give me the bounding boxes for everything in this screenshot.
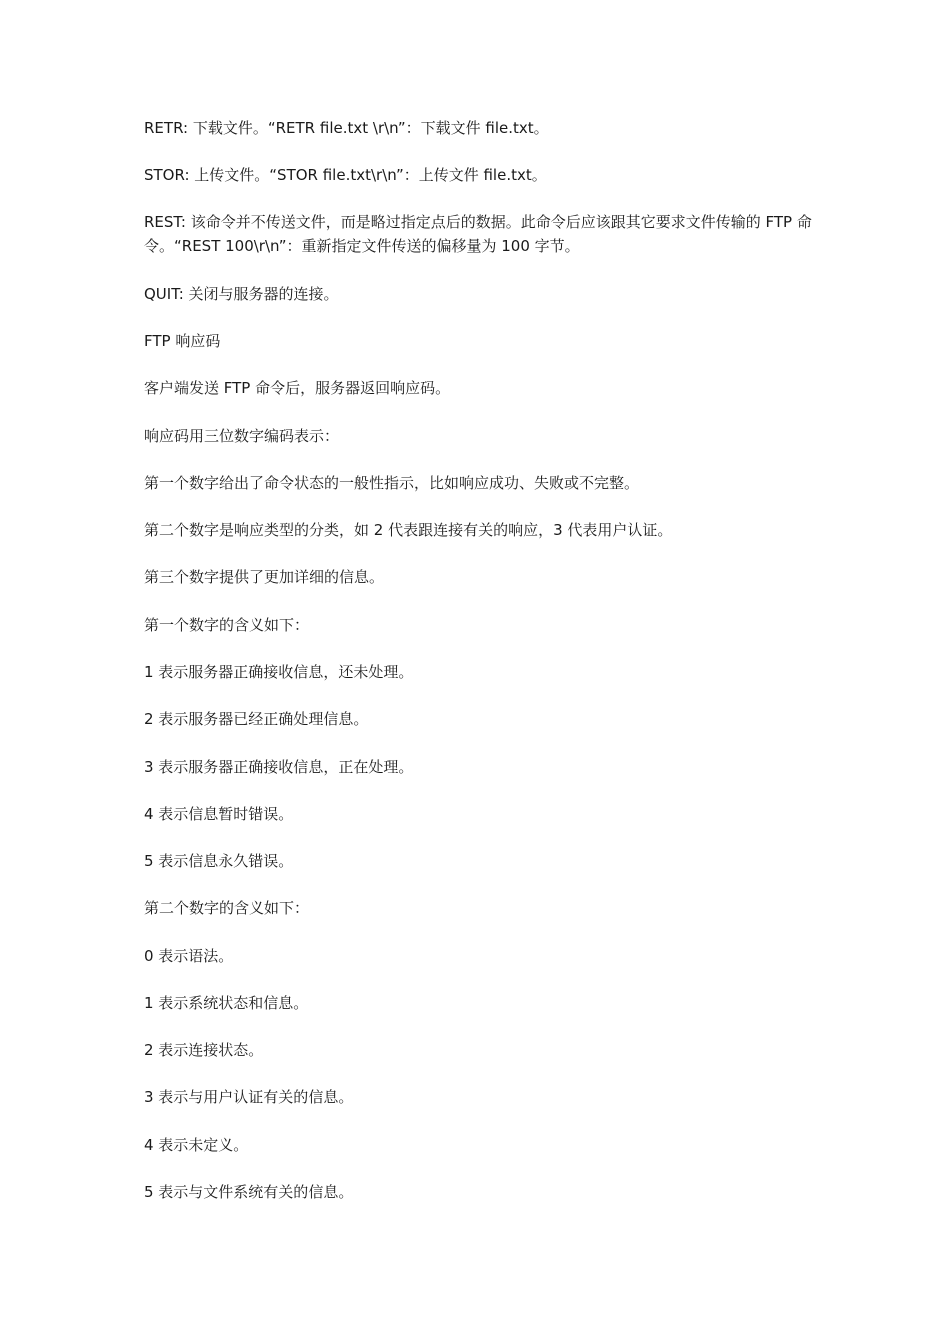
paragraph-third-digit-desc: 第三个数字提供了更加详细的信息。 bbox=[144, 568, 385, 586]
list-item-second-0: 0 表示语法。 bbox=[144, 947, 234, 965]
paragraph-second-digit-heading: 第二个数字的含义如下： bbox=[144, 899, 310, 917]
list-item-first-2: 2 表示服务器已经正确处理信息。 bbox=[144, 710, 369, 728]
paragraph-three-digit: 响应码用三位数字编码表示： bbox=[144, 427, 340, 445]
paragraph-quit: QUIT: 关闭与服务器的连接。 bbox=[144, 285, 339, 303]
list-item-second-4: 4 表示未定义。 bbox=[144, 1136, 249, 1154]
section-heading-ftp-response-codes: FTP 响应码 bbox=[144, 332, 221, 350]
list-item-second-2: 2 表示连接状态。 bbox=[144, 1041, 264, 1059]
paragraph-stor: STOR: 上传文件。“STOR file.txt\r\n”：上传文件 file.txt。 bbox=[144, 166, 547, 184]
paragraph-rest: REST: 该命令并不传送文件，而是略过指定点后的数据。此命令后应该跟其它要求文件传输的 FTP 命令。“REST 100\r\n”：重新指定文件传送的偏移量为 100 字节。 bbox=[144, 213, 812, 255]
list-item-first-4: 4 表示信息暂时错误。 bbox=[144, 805, 294, 823]
paragraph-first-digit-heading: 第一个数字的含义如下： bbox=[144, 616, 310, 634]
list-item-first-3: 3 表示服务器正确接收信息，正在处理。 bbox=[144, 758, 414, 776]
list-item-second-3: 3 表示与用户认证有关的信息。 bbox=[144, 1088, 354, 1106]
list-item-second-1: 1 表示系统状态和信息。 bbox=[144, 994, 309, 1012]
paragraph-retr: RETR: 下载文件。“RETR file.txt \r\n”：下载文件 file.txt。 bbox=[144, 119, 549, 137]
paragraph-client-sends: 客户端发送 FTP 命令后，服务器返回响应码。 bbox=[144, 379, 451, 397]
paragraph-second-digit-desc: 第二个数字是响应类型的分类，如 2 代表跟连接有关的响应，3 代表用户认证。 bbox=[144, 521, 673, 539]
paragraph-first-digit-desc: 第一个数字给出了命令状态的一般性指示，比如响应成功、失败或不完整。 bbox=[144, 474, 640, 492]
list-item-second-5: 5 表示与文件系统有关的信息。 bbox=[144, 1183, 354, 1201]
list-item-first-5: 5 表示信息永久错误。 bbox=[144, 852, 294, 870]
list-item-first-1: 1 表示服务器正确接收信息，还未处理。 bbox=[144, 663, 414, 681]
